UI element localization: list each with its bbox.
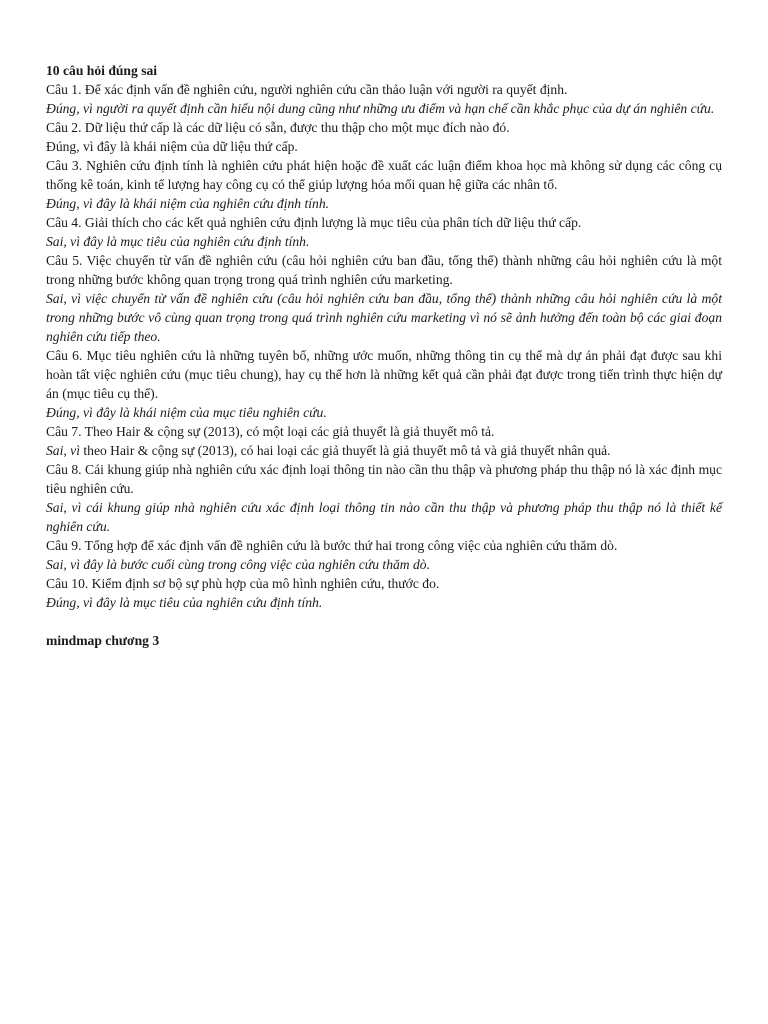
answer-5: Sai, vì việc chuyển từ vấn đề nghiên cứu (câu hỏi nghiên cứu ban đầu, tổng thể) thành những câu hỏi nghiên cứu là một trong những bước vô cùng quan trọng trong quá trình nghiên cứu marketing vì nó sẽ ảnh hưởng đến toàn bộ các giai đoạn nghiên cứu tiếp theo. bbox=[46, 291, 722, 344]
section-title: 10 câu hỏi đúng sai bbox=[46, 63, 158, 78]
answer-3: Đúng, vì đây là khái niệm của nghiên cứu định tính. bbox=[46, 196, 330, 211]
question-7: Câu 7. Theo Hair & cộng sự (2013), có một loại các giả thuyết là giả thuyết mô tả. bbox=[46, 424, 495, 439]
question-1: Câu 1. Để xác định vấn đề nghiên cứu, người nghiên cứu cần thảo luận với người ra quyết định. bbox=[46, 82, 568, 97]
question-8: Câu 8. Cái khung giúp nhà nghiên cứu xác định loại thông tin nào cần thu thập và phương pháp thu thập nó là xác định mục tiêu nghiên cứu. bbox=[46, 462, 722, 496]
question-9: Câu 9. Tổng hợp để xác định vấn đề nghiên cứu là bước thứ hai trong công việc của nghiên cứu thăm dò. bbox=[46, 538, 618, 553]
section2-title: mindmap chương 3 bbox=[46, 633, 160, 648]
question-6: Câu 6. Mục tiêu nghiên cứu là những tuyên bố, những ước muốn, những thông tin cụ thể mà dự án phải đạt được sau khi hoàn tất việc nghiên cứu (mục tiêu chung), hay cụ thể hơn là những kết quả cần phải đạt được trong tiến trình thực hiện dự án (mục tiêu cụ thể). bbox=[46, 348, 722, 401]
document-page bbox=[46, 61, 722, 650]
answer-10: Đúng, vì đây là mục tiêu của nghiên cứu định tính. bbox=[46, 595, 323, 610]
question-4: Câu 4. Giải thích cho các kết quả nghiên cứu định lượng là mục tiêu của phân tích dữ liệu thứ cấp. bbox=[46, 215, 582, 230]
question-2: Câu 2. Dữ liệu thứ cấp là các dữ liệu có sẵn, được thu thập cho một mục đích nào đó. bbox=[46, 120, 510, 135]
question-5: Câu 5. Việc chuyển từ vấn đề nghiên cứu (câu hỏi nghiên cứu ban đầu, tổng thể) thành những câu hỏi nghiên cứu là một trong những bước không quan trọng trong quá trình nghiên cứu marketing. bbox=[46, 253, 722, 287]
question-3: Câu 3. Nghiên cứu định tính là nghiên cứu phát hiện hoặc đề xuất các luận điểm khoa học mà không sử dụng các công cụ thống kê toán, kinh tế lượng hay công cụ có thể giúp lượng hóa mối quan hệ giữa các nhân tố. bbox=[46, 158, 722, 192]
answer-1: Đúng, vì người ra quyết định cần hiểu nội dung cũng như những ưu điểm và hạn chế cần khắc phục của dự án nghiên cứu. bbox=[46, 101, 715, 116]
answer-4: Sai, vì đây là mục tiêu của nghiên cứu định tính. bbox=[46, 234, 310, 249]
answer-8: Sai, vì cái khung giúp nhà nghiên cứu xác định loại thông tin nào cần thu thập và phương pháp thu thập nó là thiết kế nghiên cứu. bbox=[46, 500, 722, 534]
answer-7-prefix: Sai, vì bbox=[46, 443, 80, 458]
answer-7-rest: theo Hair & cộng sự (2013), có hai loại các giả thuyết là giả thuyết mô tả và giả thuyết nhân quả. bbox=[79, 443, 611, 458]
answer-2: Đúng, vì đây là khái niệm của dữ liệu thứ cấp. bbox=[46, 139, 298, 154]
answer-6: Đúng, vì đây là khái niệm của mục tiêu nghiên cứu. bbox=[46, 405, 327, 420]
blank-line bbox=[46, 612, 722, 631]
answer-9: Sai, vì đây là bước cuối cùng trong công việc của nghiên cứu thăm dò. bbox=[46, 557, 430, 572]
answer-7 bbox=[46, 441, 722, 460]
question-10: Câu 10. Kiểm định sơ bộ sự phù hợp của mô hình nghiên cứu, thước đo. bbox=[46, 576, 440, 591]
